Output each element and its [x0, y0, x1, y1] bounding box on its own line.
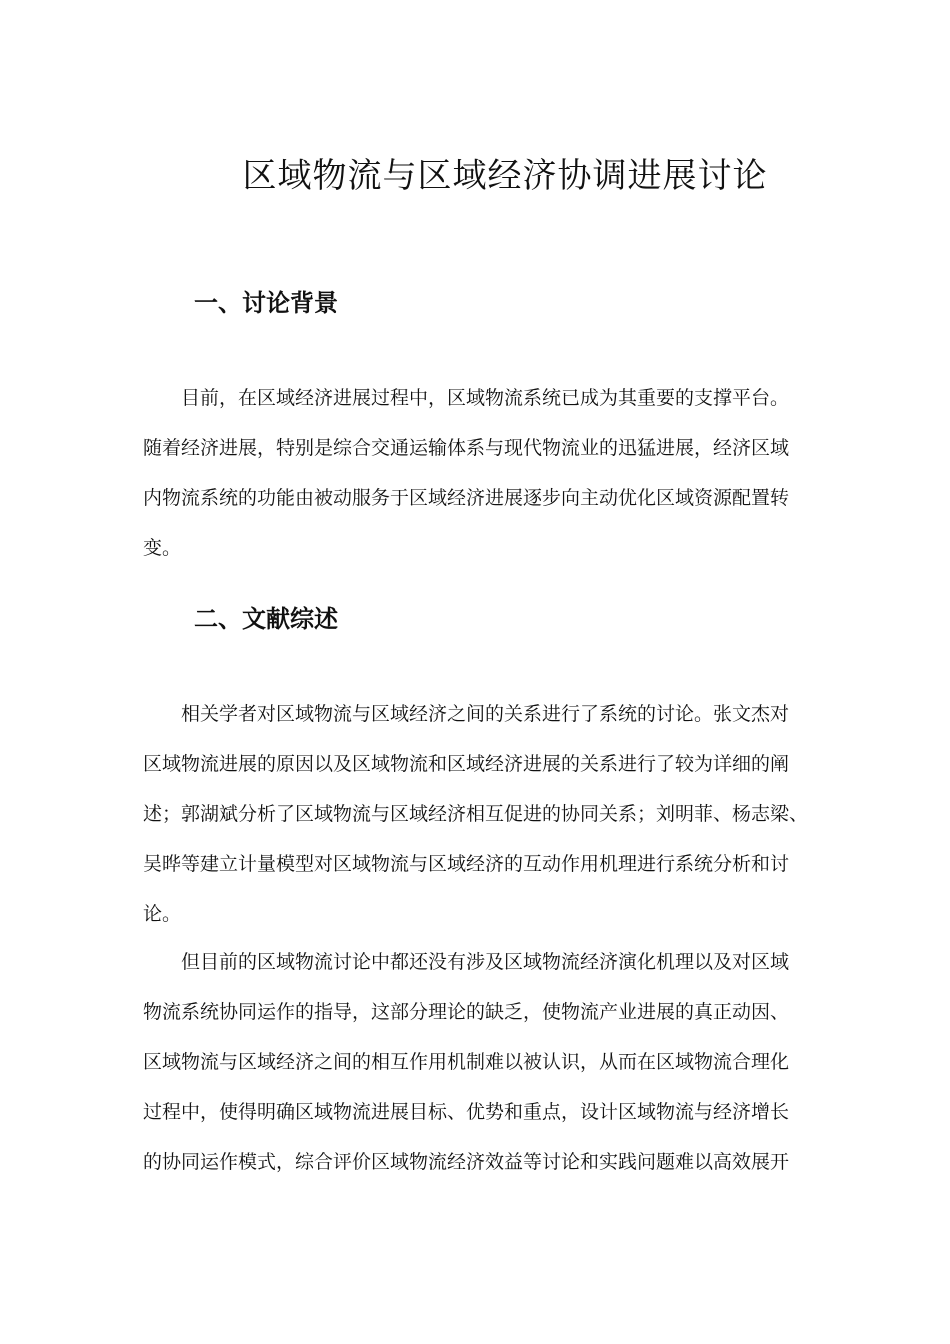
document-title: 区域物流与区域经济协调进展讨论: [242, 156, 768, 196]
literature-paragraph-2: [143, 937, 803, 1187]
paragraph-line: 过程中，使得明确区域物流进展目标、优势和重点，设计区域物流与经济增长: [143, 1101, 790, 1123]
paragraph-line: 内物流系统的功能由被动服务于区域经济进展逐步向主动优化区域资源配置转: [143, 487, 790, 509]
paragraph-line: 物流系统协同运作的指导，这部分理论的缺乏，使物流产业进展的真正动因、: [143, 1001, 790, 1023]
paragraph-line: 述；郭湖斌分析了区域物流与区域经济相互促进的协同关系；刘明菲、杨志梁、: [143, 803, 809, 825]
paragraph-line: 目前，在区域经济进展过程中，区域物流系统已成为其重要的支撑平台。: [181, 387, 790, 409]
section-heading-background: 一、讨论背景: [194, 289, 338, 317]
paragraph-line: 随着经济进展，特别是综合交通运输体系与现代物流业的迅猛进展，经济区域: [143, 437, 790, 459]
paragraph-line: 的协同运作模式，综合评价区域物流经济效益等讨论和实践问题难以高效展开: [143, 1151, 790, 1173]
paragraph-line: 吴晔等建立计量模型对区域物流与区域经济的互动作用机理进行系统分析和讨: [143, 853, 790, 875]
background-paragraph: [143, 373, 803, 573]
paragraph-line: 论。: [143, 903, 182, 925]
paragraph-line: 区域物流进展的原因以及区域物流和区域经济进展的关系进行了较为详细的阐: [143, 753, 790, 775]
paragraph-line: 区域物流与区域经济之间的相互作用机制难以被认识，从而在区域物流合理化: [143, 1051, 790, 1073]
paragraph-line: 相关学者对区域物流与区域经济之间的关系进行了系统的讨论。张文杰对: [181, 703, 790, 725]
section-heading-literature-review: 二、文献综述: [194, 605, 338, 633]
paragraph-line: 变。: [143, 537, 182, 559]
literature-paragraph-1: [143, 689, 809, 939]
paragraph-line: 但目前的区域物流讨论中都还没有涉及区域物流经济演化机理以及对区域: [181, 951, 790, 973]
